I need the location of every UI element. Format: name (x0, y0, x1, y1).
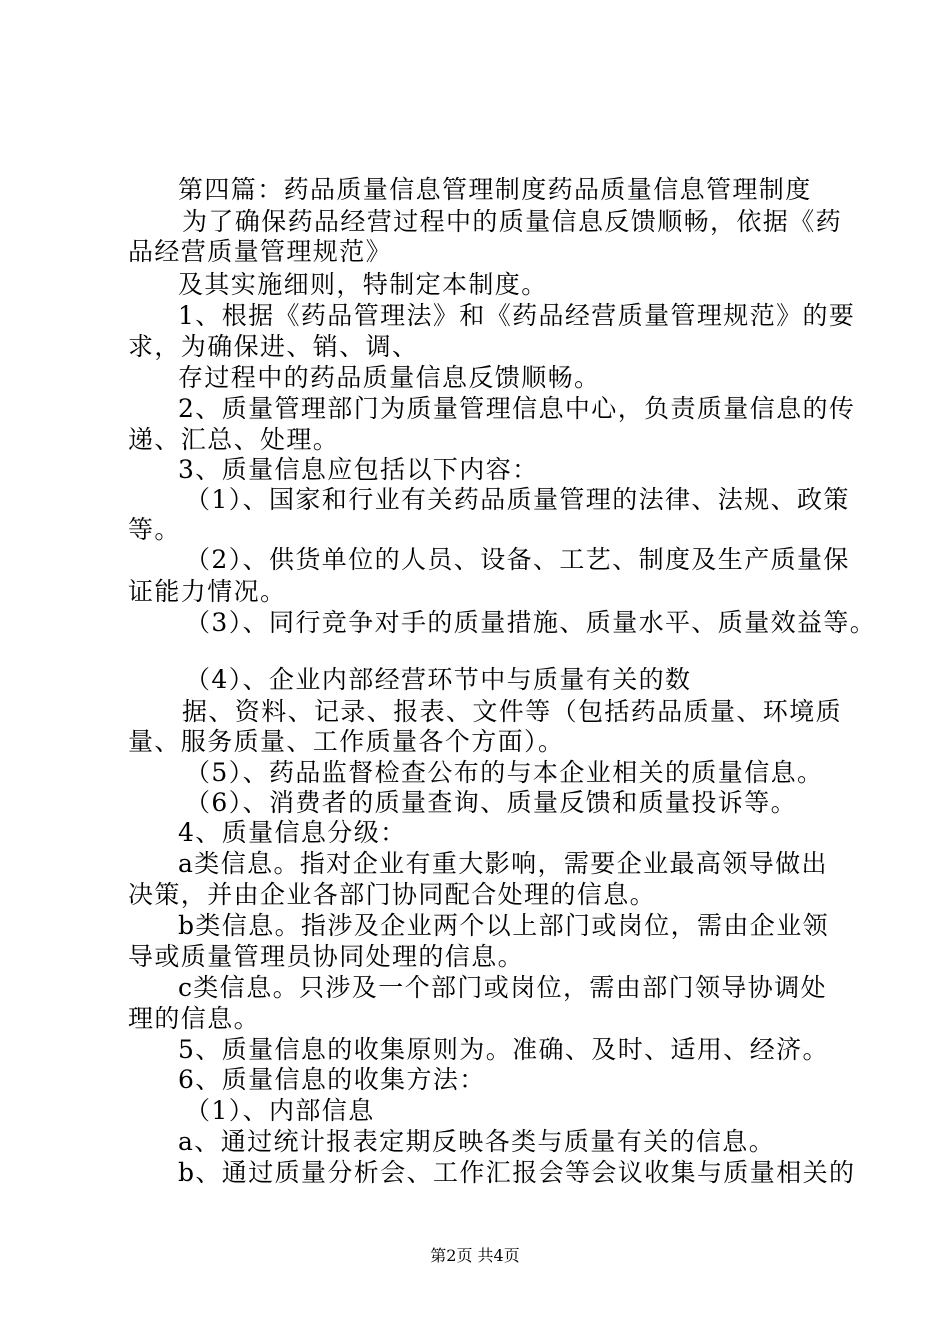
text-line: 2、质量管理部门为质量管理信息中心，负责质量信息的传 (178, 394, 856, 423)
text-line: 5、质量信息的收集原则为。准确、及时、适用、经济。 (178, 1035, 829, 1064)
text-line: 等。 (128, 515, 181, 544)
text-line: a、通过统计报表定期反映各类与质量有关的信息。 (178, 1127, 776, 1156)
text-line: 存过程中的药品质量信息反馈顺畅。 (178, 363, 601, 392)
text-line: 3、质量信息应包括以下内容： (178, 455, 539, 484)
text-line: 据、资料、记录、报表、文件等（包括药品质量、环境质 (182, 697, 843, 726)
text-line: 递、汇总、处理。 (128, 425, 340, 454)
text-line: （5）、药品监督检查公布的与本企业相关的质量信息。 (185, 758, 824, 787)
text-line: 品经营质量管理规范》 (128, 237, 393, 266)
text-line: （1）、国家和行业有关药品质量管理的法律、法规、政策 (185, 485, 850, 514)
text-line: （1）、内部信息 (185, 1096, 375, 1125)
text-line: （2）、供货单位的人员、设备、工艺、制度及生产质量保 (185, 545, 850, 574)
text-line: a类信息。指对企业有重大影响，需要企业最高领导做出 (178, 849, 828, 878)
text-line: 求，为确保进、销、调、 (128, 332, 419, 361)
text-line: 4、质量信息分级： (178, 818, 407, 847)
text-line: 量、服务质量、工作质量各个方面）。 (128, 727, 565, 756)
page-footer: 第2页 共4页 (430, 1246, 520, 1265)
text-line: 为了确保药品经营过程中的质量信息反馈顺畅，依据《药 (182, 207, 843, 236)
text-line: 决策，并由企业各部门协同配合处理的信息。 (128, 880, 657, 909)
text-line: 证能力情况。 (128, 577, 287, 606)
text-line: 理的信息。 (128, 1004, 261, 1033)
text-line: （6）、消费者的质量查询、质量反馈和质量投诉等。 (185, 788, 798, 817)
text-line: 1、根据《药品管理法》和《药品经营质量管理规范》的要 (178, 301, 856, 330)
text-line: 6、质量信息的收集方法： (178, 1065, 486, 1094)
text-line: c类信息。只涉及一个部门或岗位，需由部门领导协调处 (178, 973, 828, 1002)
text-line: 导或质量管理员协同处理的信息。 (128, 942, 525, 971)
text-line: 及其实施细则，特制定本制度。 (178, 270, 548, 299)
text-line: （3）、同行竞争对手的质量措施、质量水平、质量效益等。 (185, 608, 877, 637)
text-line: （4）、企业内部经营环节中与质量有关的数 (185, 665, 692, 694)
document-title: 第四篇：药品质量信息管理制度药品质量信息管理制度 (178, 175, 812, 204)
text-line: b、通过质量分析会、工作汇报会等会议收集与质量相关的 (178, 1158, 856, 1187)
text-line: b类信息。指涉及企业两个以上部门或岗位，需由企业领 (178, 911, 830, 940)
